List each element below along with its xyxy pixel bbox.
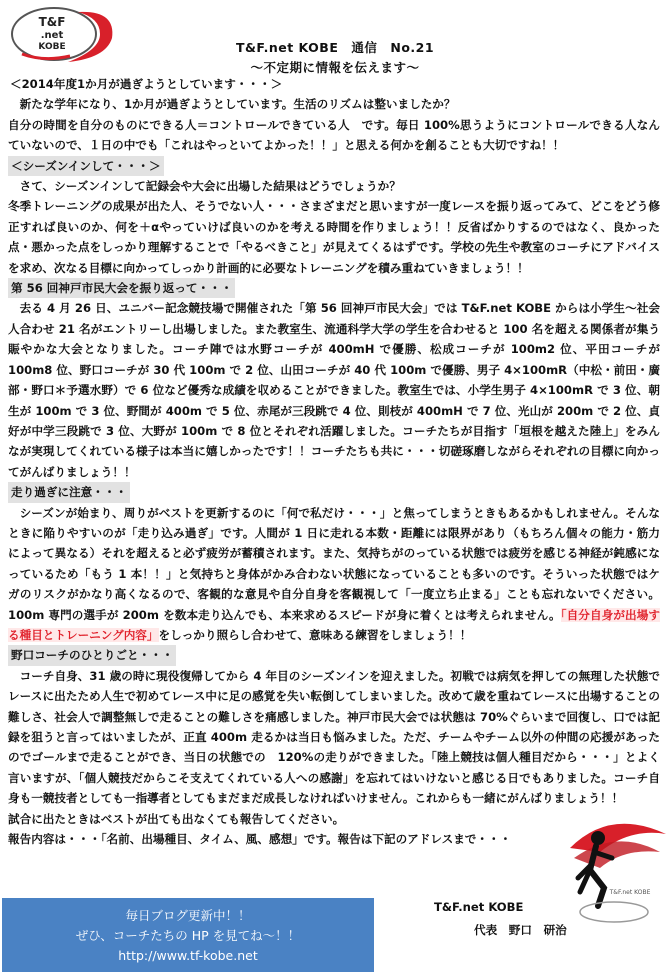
body-paragraph: コーチ自身、31 歳の時に現役復帰してから 4 年目のシーズンインを迎えました。初戦では病気を押しての無理した状態でレースに出たため人生で初めてレース中に足の感覚を失い転倒してしまいました。改めて歳を重ねてレースに出場することの難しさ、社会人で調整無しで走ることの難しさを痛感しました。神戸市民大会では状態は 70%ぐらいまで回復し、口では記録を狙うと言ってはいましたが、正直 400m 走るかは当日も悩みました。ただ、チームやチーム以外の仲間の応援があったのでゴールまで走ることができ、当日の状態での 120%の走りができました。「陸上競技は個人種目だから・・・」とよく言いますが、「個人競技だからこそ支えてくれている人への感謝」を忘れてはいけないと感じる日でもありました。コーチ自身も一競技者としても一指導者としてもまだまだ成長しなければいけません。これからも一緒にがんばりましょう！！ bbox=[8, 668, 660, 806]
body-paragraph: さて、シーズンインして記録会や大会に出場した結果はどうでしょうか？ bbox=[19, 179, 401, 194]
banner-line2: ぜひ、コーチたちの HP を見てね～！！ bbox=[75, 928, 301, 943]
runner-logo-icon bbox=[560, 808, 668, 928]
logo-line2: .net bbox=[40, 30, 64, 41]
section-heading: 野口コーチのひとりごと・・・ bbox=[8, 645, 660, 665]
body-paragraph: 冬季トレーニングの成果が出た人、そうでない人・・・さまざまだと思いますが一度レースを振り返ってみて、どこをどう修正すれば良いのか、何を＋αやっていけば良いのかを考える時間を作りましょう！！反省ばかりするのではなく、良かった点・悪かった点をしっかり理解することで「やるべきこと」が見えてくるはずです。学校の先生や教室のコーチにアドバイスを求め、次なる目標に向かってしっかり計画的に必要なトレーニングを積み重ねていきましょう！！ bbox=[8, 199, 660, 275]
logo-line1: T&F bbox=[38, 15, 66, 29]
blog-banner bbox=[2, 898, 374, 972]
newsletter-title: T&F.net KOBE 通信 No.21 bbox=[235, 40, 435, 55]
homepage-link[interactable]: http://www.tf-kobe.net bbox=[118, 948, 258, 963]
body-paragraph: 新たな学年になり、1か月が過ぎようとしています。生活のリズムは整いましたか？ bbox=[19, 97, 456, 112]
banner-line1: 毎日ブログ更新中！！ bbox=[125, 908, 251, 923]
signature-name: 代表 野口 研治 bbox=[474, 923, 567, 937]
newsletter-subtitle: ～不定期に情報を伝えます～ bbox=[250, 60, 420, 75]
section-heading: 走り過ぎに注意・・・ bbox=[8, 482, 660, 502]
section-heading: 第 56 回神戸市民大会を振り返って・・・ bbox=[8, 278, 660, 298]
body-paragraph: 自分の時間を自分のものにできる人＝コントロールできている人 です。毎日 100%思うようにコントロールできる人なんていないので、１日の中でも「これはやっといてよかった！！」と思える何かを創ることも大切ですね！！ bbox=[8, 117, 660, 153]
logo-line3: KOBE bbox=[38, 42, 66, 52]
highlight-text: 「自分自身が出場する種目とトレーニング内容」 bbox=[8, 607, 660, 642]
body-paragraph: 去る 4 月 26 日、ユニバー記念競技場で開催された「第 56 回神戸市民大会」では T&F.net KOBE からは小学生～社会人合わせ 21 名がエントリーし出場しました。また教室生、流通科学大学の学生を合わせると 100 名を超える関係者が集う賑やかな大会となりました。コーチ陣では水野コーチが 400mH で優勝、松成コーチが 100m2 位、平田コーチが 100m8 位、野口コーチが 30 代 100m で 2 位、山田コーチが 40 代 100m で優勝、男子 4×100mR（中松・前田・廣部・野口＊予選水野）で 6 位など優秀な成績を収めることができました。教室生では、小学生男子 4×100mR で 3 位、朝生が 100m で 3 位、野間が 400m で 5 位、赤尾が三段跳で 4 位、則枝が 400mH で 7 位、光山が 200m で 2 位、貞好が中学三段跳で 3 位、大野が 100m で 8 位とそれぞれ活躍しました。コーチたちが目指す「垣根を越えた陸上」をみんなが実現してくれている様子は本当に嬉しかったです！！コーチたちも共に・・・切磋琢磨しながらそれぞれの目標に向かってがんばりましょう！！ bbox=[8, 301, 660, 479]
body-paragraph bbox=[8, 503, 660, 646]
body-paragraph: 試合に出たときはベストが出ても出なくても報告してください。 bbox=[8, 811, 345, 826]
section-heading: ＜2014年度1か月が過ぎようとしています・・・＞ bbox=[10, 77, 283, 91]
paragraph-text-pre: シーズンが始まり、周りがベストを更新するのに「何で私だけ・・・」と焦ってしまうときもあるかもしれません。そんなときに陥りやすいのが「走り込み過ぎ」です。人間が 1 日に走れる本数・距離には限界があり（もちろん個々の能力・筋力によって異なる）それを超えると必ず疲労が蓄積されます。また、気持ちがのっている状態では疲労を感じる神経が鈍感になっているため「もう 1 本！！」と気持ちと身体がかみ合わない状態になっていることも多いのです。そういった状態ではケガのリスクがかなり高くなるので、客観的な意見や自分自身を客観視して「一度立ち止まる」ことも忘れないでください。100m 専門の選手が 200m を数本走り込んでも、本来求めるスピードが身に着くとは考えられません。 bbox=[8, 505, 660, 622]
newsletter-body bbox=[8, 74, 660, 849]
signature-org: T&F.net KOBE bbox=[434, 900, 524, 914]
paragraph-text-post: をしっかり照らし合わせて、意味ある練習をしましょう！！ bbox=[158, 627, 472, 642]
body-paragraph: 報告内容は・・・「名前、出場種目、タイム、風、感想」です。報告は下記のアドレスまで・・・ bbox=[8, 832, 512, 847]
runner-logo-text: T&F.net KOBE bbox=[609, 889, 651, 896]
section-heading: ＜シーズンインして・・・＞ bbox=[8, 156, 660, 176]
